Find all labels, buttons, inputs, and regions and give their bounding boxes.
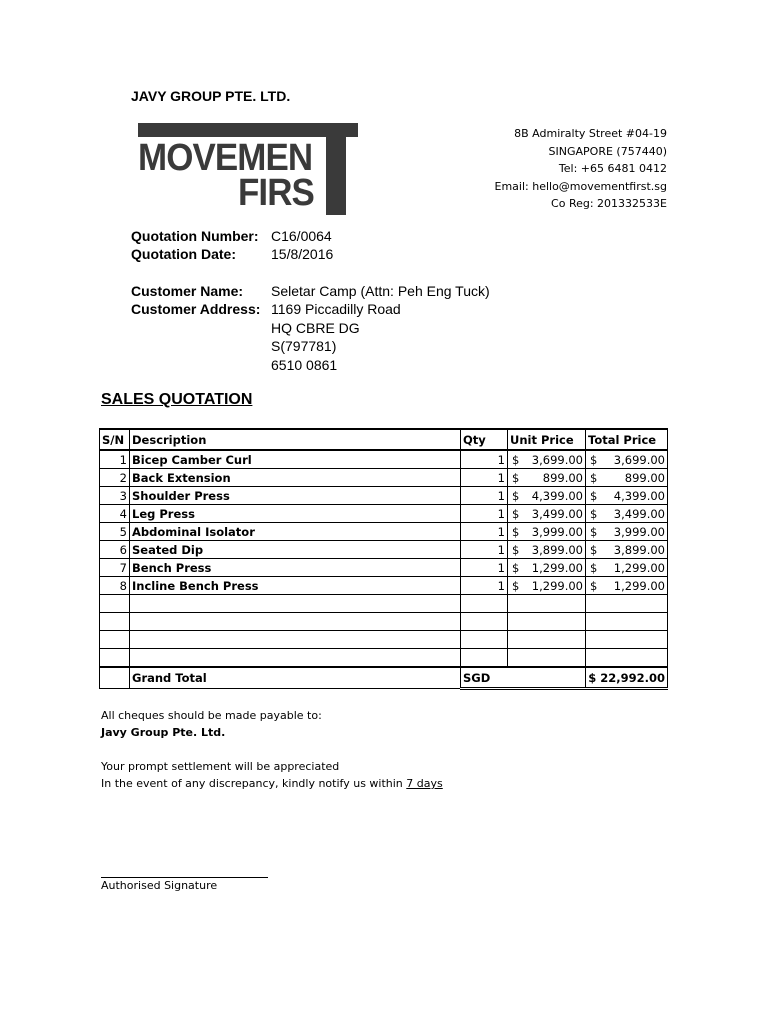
empty-cell [461, 613, 508, 631]
empty-cell [508, 595, 586, 613]
cell-description: Abdominal Isolator [130, 523, 461, 541]
cell-sn: 1 [100, 450, 130, 469]
table-header-row [100, 429, 668, 450]
currency-symbol: $ [590, 542, 598, 557]
cell-unit-price [508, 577, 586, 595]
address-line2: SINGAPORE (757440) [548, 144, 667, 158]
amount: 4,399.00 [531, 488, 583, 503]
cell-description: Back Extension [130, 469, 461, 487]
money-value [510, 543, 583, 557]
empty-cell [130, 595, 461, 613]
quotation-number-label: Quotation Number: [131, 228, 259, 244]
cell-sn: 5 [100, 523, 130, 541]
address-line1: 8B Admiralty Street #04-19 [514, 127, 667, 140]
company-registration: Co Reg: 201332533E [551, 197, 667, 210]
empty-cell [100, 649, 130, 668]
cell-qty: 1 [461, 505, 508, 523]
currency-symbol: $ [590, 578, 598, 593]
settlement-note: Your prompt settlement will be appreciated [101, 760, 340, 773]
cell-qty: 1 [461, 541, 508, 559]
discrepancy-days: 7 days [406, 777, 443, 790]
header-total-price: Total Price [586, 429, 668, 450]
telephone: Tel: +65 6481 0412 [558, 162, 667, 175]
company-logo [138, 123, 358, 215]
currency-symbol: $ [590, 488, 598, 503]
signature-label: Authorised Signature [101, 879, 218, 892]
amount: 3,499.00 [531, 506, 583, 521]
cell-sn: 3 [100, 487, 130, 505]
discrepancy-text: In the event of any discrepancy, kindly notify us within [101, 777, 403, 790]
empty-cell [461, 631, 508, 649]
customer-name: Seletar Camp (Attn: Peh Eng Tuck) [271, 283, 490, 299]
currency-symbol: $ [590, 506, 598, 521]
quotation-date: 15/8/2016 [271, 246, 334, 262]
table-row [100, 450, 668, 469]
money-value [510, 489, 583, 503]
amount: 1,299.00 [531, 578, 583, 593]
empty-cell [130, 631, 461, 649]
quotation-table [99, 428, 668, 690]
cell-total-price [586, 450, 668, 469]
empty-cell [100, 595, 130, 613]
grand-total-currency: SGD [461, 667, 586, 689]
header-unit-price: Unit Price [508, 429, 586, 450]
cell-sn: 4 [100, 505, 130, 523]
cell-unit-price [508, 450, 586, 469]
currency-symbol: $ [512, 452, 520, 467]
cell-qty: 1 [461, 487, 508, 505]
grand-total-row [100, 667, 668, 689]
empty-cell [130, 613, 461, 631]
currency-symbol: $ [512, 524, 520, 539]
money-value [510, 507, 583, 521]
money-value [510, 525, 583, 539]
cell-unit-price [508, 541, 586, 559]
currency-symbol: $ [512, 542, 520, 557]
cell-total-price [586, 487, 668, 505]
contact-block [495, 125, 668, 213]
empty-cell [586, 595, 668, 613]
discrepancy-note [101, 775, 443, 792]
empty-cell [586, 613, 668, 631]
empty-row [100, 631, 668, 649]
empty-cell [508, 631, 586, 649]
amount: 1,299.00 [531, 560, 583, 575]
logo-bar [138, 123, 358, 137]
cell-description: Bicep Camber Curl [130, 450, 461, 469]
cell-description: Seated Dip [130, 541, 461, 559]
currency-symbol: $ [590, 560, 598, 575]
money-value [588, 543, 665, 557]
cell-description: Bench Press [130, 559, 461, 577]
amount: 3,899.00 [613, 542, 665, 557]
cell-unit-price [508, 505, 586, 523]
cell-unit-price [508, 469, 586, 487]
customer-address-label: Customer Address: [131, 301, 261, 317]
document-title: SALES QUOTATION [101, 391, 253, 408]
table-row [100, 541, 668, 559]
currency-symbol: $ [512, 506, 520, 521]
cell-description: Shoulder Press [130, 487, 461, 505]
quotation-date-label: Quotation Date: [131, 246, 236, 262]
cell-qty: 1 [461, 523, 508, 541]
table-row [100, 523, 668, 541]
cheque-note: All cheques should be made payable to: [101, 709, 322, 722]
table-row [100, 505, 668, 523]
cell-sn: 6 [100, 541, 130, 559]
payee-name: Javy Group Pte. Ltd. [101, 726, 226, 739]
cell-unit-price [508, 523, 586, 541]
logo-line2: FIRS [238, 172, 314, 214]
table-row [100, 487, 668, 505]
logo-stem [326, 123, 346, 215]
header-qty: Qty [461, 429, 508, 450]
table-row [100, 469, 668, 487]
cell-unit-price [508, 559, 586, 577]
empty-cell [586, 631, 668, 649]
amount: 4,399.00 [613, 488, 665, 503]
cell-total-price [586, 523, 668, 541]
cell-qty: 1 [461, 559, 508, 577]
currency-symbol: $ [590, 470, 598, 485]
cell-qty: 1 [461, 450, 508, 469]
currency-symbol: $ [590, 452, 598, 467]
amount: 3,499.00 [613, 506, 665, 521]
grand-total-label: Grand Total [130, 667, 461, 689]
customer-name-label: Customer Name: [131, 283, 244, 299]
signature-line [101, 877, 268, 878]
money-value [510, 471, 583, 485]
currency-symbol: $ [512, 560, 520, 575]
amount: 3,999.00 [613, 524, 665, 539]
money-value [588, 525, 665, 539]
empty-cell [100, 613, 130, 631]
money-value [588, 471, 665, 485]
empty-cell [508, 613, 586, 631]
cell-qty: 1 [461, 577, 508, 595]
customer-address-line: HQ CBRE DG [271, 319, 360, 336]
empty-cell [100, 631, 130, 649]
company-name: JAVY GROUP PTE. LTD. [131, 88, 291, 104]
header-sn: S/N [100, 429, 130, 450]
cell-total-price [586, 577, 668, 595]
cell-sn: 7 [100, 559, 130, 577]
amount: 1,299.00 [613, 560, 665, 575]
currency-symbol: $ [512, 578, 520, 593]
money-value [510, 561, 583, 575]
grand-total-value: $ 22,992.00 [586, 667, 668, 689]
cell-total-price [586, 505, 668, 523]
money-value [588, 579, 665, 593]
amount: 3,699.00 [531, 452, 583, 467]
payment-notes [101, 707, 443, 792]
empty-row [100, 649, 668, 668]
header-description: Description [130, 429, 461, 450]
currency-symbol: $ [590, 524, 598, 539]
customer-address-line: S(797781) [271, 338, 337, 354]
money-value [588, 453, 665, 467]
money-value [510, 453, 583, 467]
amount: 3,899.00 [531, 542, 583, 557]
cell-total-price [586, 541, 668, 559]
money-value [588, 507, 665, 521]
money-value [588, 489, 665, 503]
cell-total-price [586, 469, 668, 487]
empty-row [100, 595, 668, 613]
currency-symbol: $ [512, 470, 520, 485]
table-row [100, 577, 668, 595]
cell-sn: 8 [100, 577, 130, 595]
customer-address-line: 1169 Piccadilly Road [271, 301, 401, 317]
cell-description: Leg Press [130, 505, 461, 523]
empty-cell [130, 649, 461, 668]
amount: 3,699.00 [613, 452, 665, 467]
amount: 1,299.00 [613, 578, 665, 593]
cell-qty: 1 [461, 469, 508, 487]
amount: 899.00 [542, 470, 583, 485]
money-value [588, 561, 665, 575]
empty-cell [100, 667, 130, 689]
cell-description: Incline Bench Press [130, 577, 461, 595]
cell-sn: 2 [100, 469, 130, 487]
empty-cell [461, 595, 508, 613]
email: Email: hello@movementfirst.sg [494, 179, 667, 193]
logo-line1: MOVEMEN [138, 137, 313, 179]
cell-total-price [586, 559, 668, 577]
empty-cell [508, 649, 586, 668]
currency-symbol: $ [512, 488, 520, 503]
amount: 3,999.00 [531, 524, 583, 539]
empty-row [100, 613, 668, 631]
quotation-number: C16/0064 [271, 228, 332, 244]
empty-cell [586, 649, 668, 668]
table-row [100, 559, 668, 577]
empty-cell [461, 649, 508, 668]
cell-unit-price [508, 487, 586, 505]
customer-address-line: 6510 0861 [271, 356, 338, 373]
amount: 899.00 [624, 470, 665, 485]
money-value [510, 579, 583, 593]
